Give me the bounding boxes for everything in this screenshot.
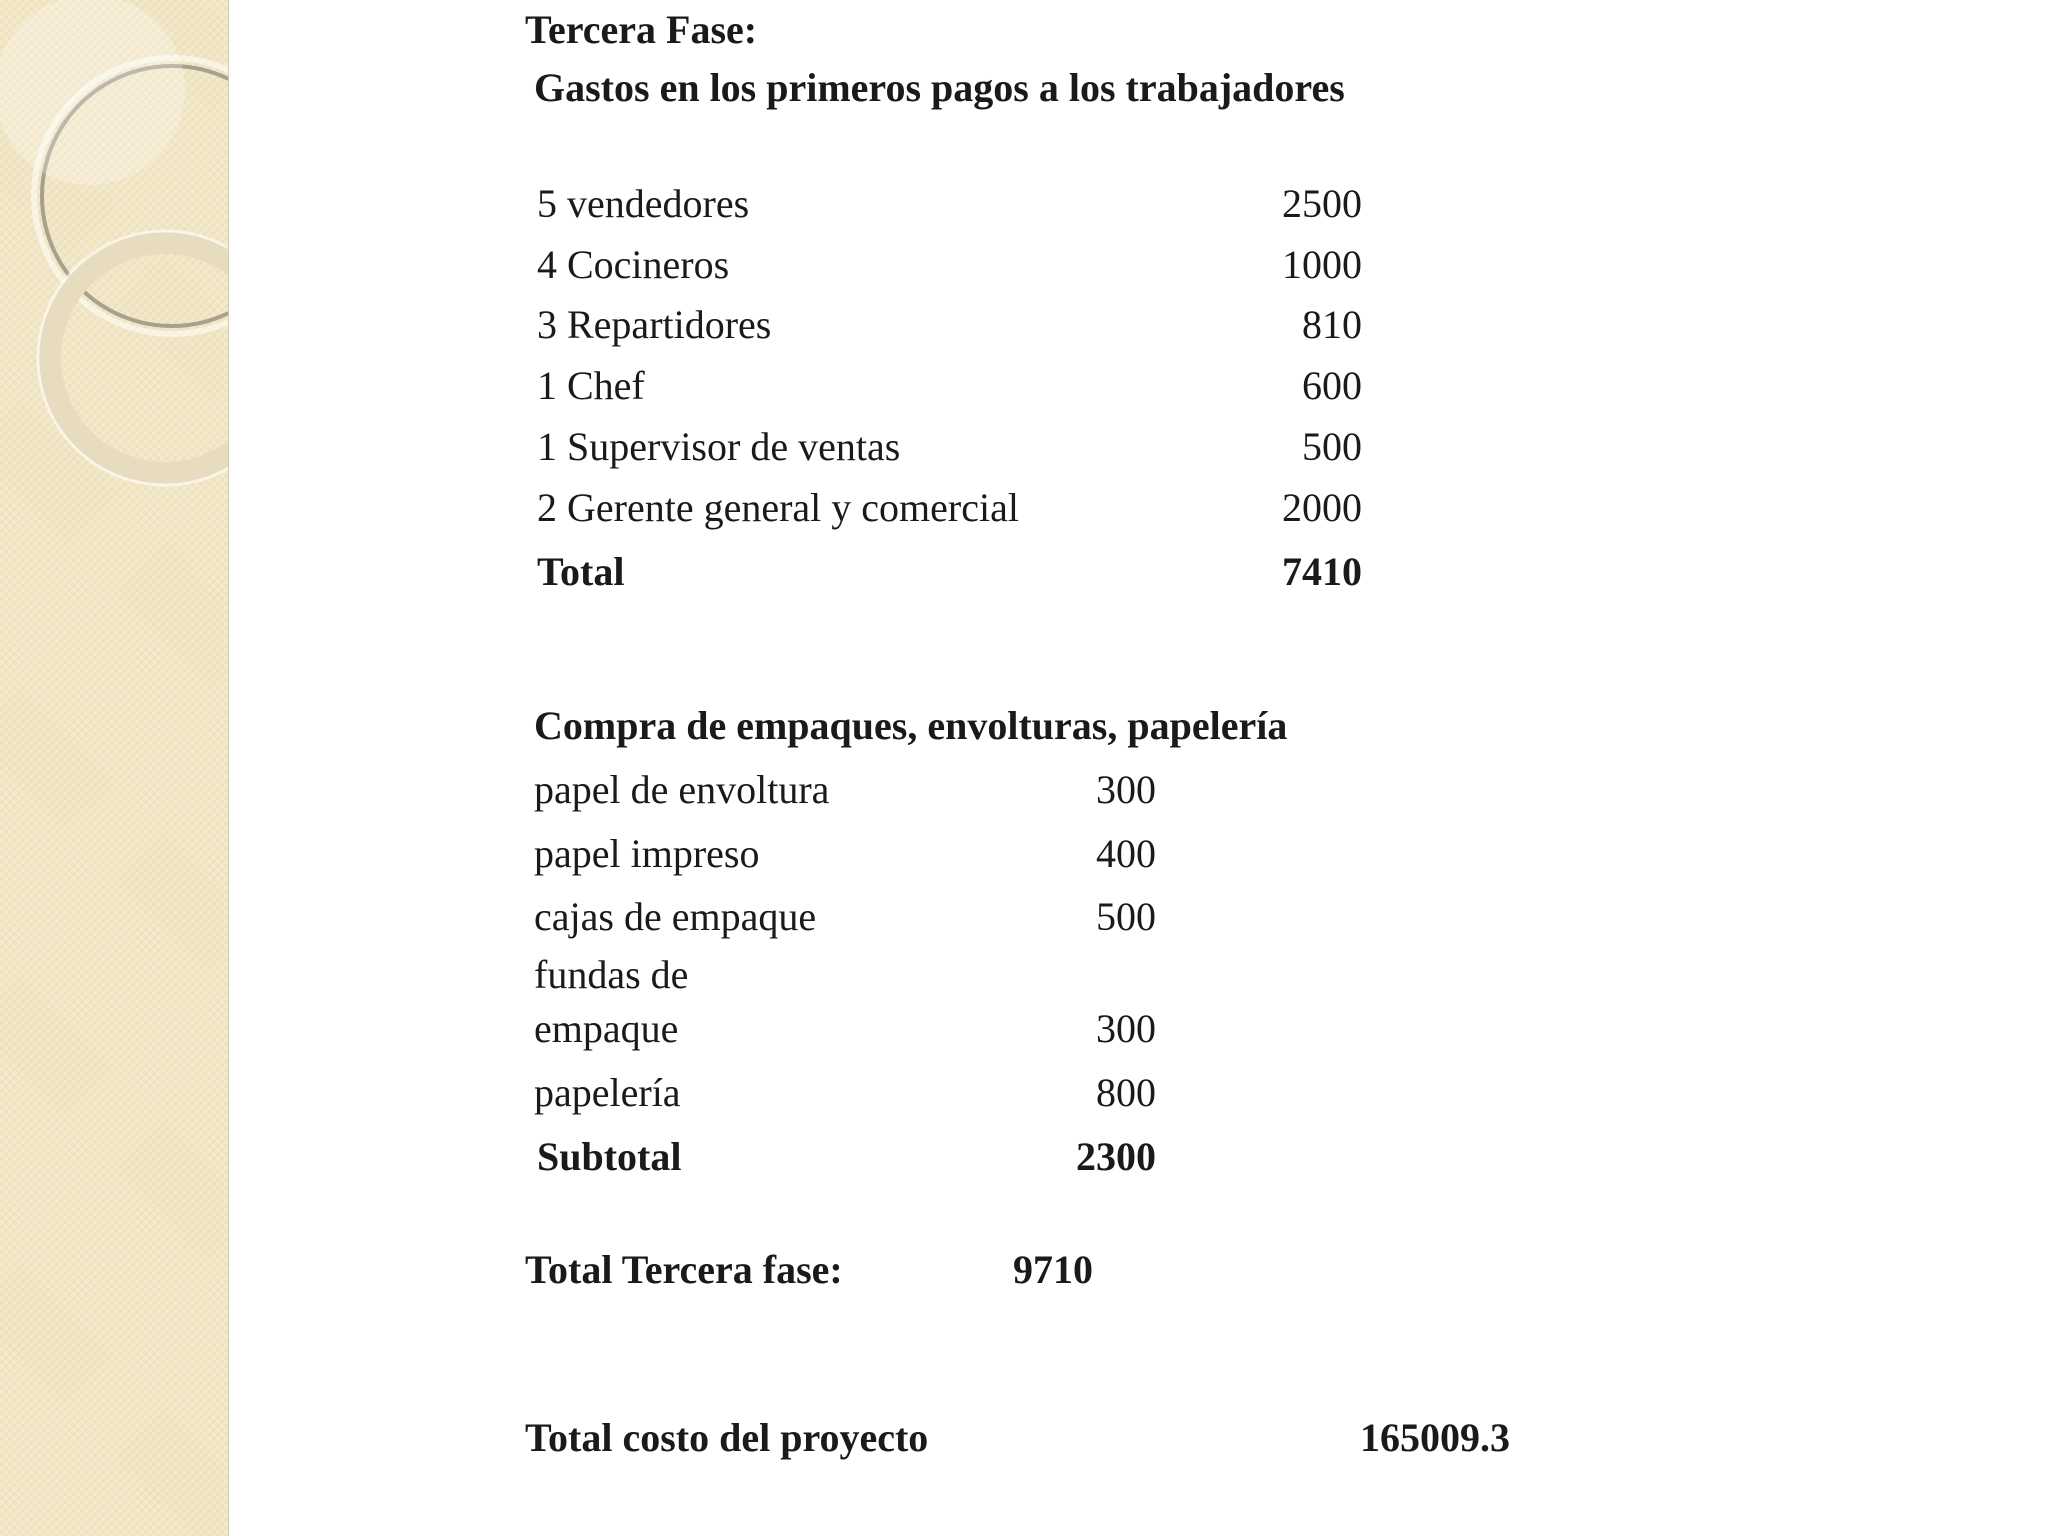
packaging-row-label: fundas de <box>534 952 689 997</box>
packaging-row-value: 400 <box>1096 831 1156 876</box>
packaging-row-label-continued: empaque <box>534 1006 679 1051</box>
worker-row-label: 3 Repartidores <box>537 302 772 347</box>
decorative-rings <box>0 0 228 1536</box>
worker-row-value: 2000 <box>1282 485 1362 530</box>
worker-row-value: 810 <box>1302 302 1362 347</box>
packaging-row-value: 500 <box>1096 894 1156 939</box>
worker-row-label: 2 Gerente general y comercial <box>537 485 1019 530</box>
worker-row-label: 4 Cocineros <box>537 242 730 287</box>
worker-row-value: 500 <box>1302 424 1362 469</box>
workers-total-value: 7410 <box>1282 549 1362 594</box>
section-title-packaging: Compra de empaques, envolturas, papelería <box>534 703 1288 748</box>
packaging-row-value: 300 <box>1096 767 1156 812</box>
packaging-row-label: cajas de empaque <box>534 894 817 939</box>
project-total-value: 165009.3 <box>1360 1415 1510 1460</box>
worker-row-label: 1 Chef <box>537 363 645 408</box>
packaging-row-label: papel de envoltura <box>534 767 830 812</box>
packaging-subtotal-value: 2300 <box>1076 1134 1156 1179</box>
decorative-sidebar <box>0 0 229 1536</box>
worker-row-label: 5 vendedores <box>537 181 750 226</box>
packaging-row-value: 300 <box>1096 1006 1156 1051</box>
packaging-subtotal-label: Subtotal <box>537 1134 682 1179</box>
small-ring <box>50 243 228 473</box>
workers-total-label: Total <box>537 549 625 594</box>
glow-circle <box>0 0 185 185</box>
packaging-row-value: 800 <box>1096 1070 1156 1115</box>
worker-row-value: 2500 <box>1282 181 1362 226</box>
project-total-label: Total costo del proyecto <box>525 1415 929 1460</box>
worker-row-label: 1 Supervisor de ventas <box>537 424 901 469</box>
page-title: Tercera Fase: <box>525 7 758 52</box>
packaging-row-label: papelería <box>534 1070 681 1115</box>
worker-row-value: 1000 <box>1282 242 1362 287</box>
packaging-row-label: papel impreso <box>534 831 760 876</box>
phase-total-value: 9710 <box>1013 1247 1093 1292</box>
section-title-workers: Gastos en los primeros pagos a los trabajadores <box>534 65 1345 110</box>
phase-total-label: Total Tercera fase: <box>525 1247 843 1292</box>
worker-row-value: 600 <box>1302 363 1362 408</box>
